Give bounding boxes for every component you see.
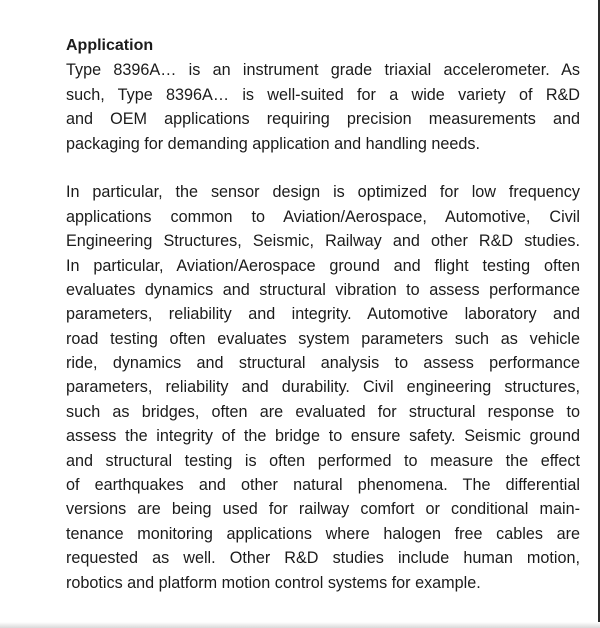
application-section bbox=[66, 34, 580, 595]
paragraph-spacer bbox=[66, 156, 580, 180]
text-line: versions are being used for railway comfort or conditional main- bbox=[66, 500, 580, 519]
text-line: requested as well. Other R&D studies include human motion, bbox=[66, 549, 580, 568]
text-line: Type 8396A… is an instrument grade triaxial accelerometer. As bbox=[66, 61, 580, 80]
text-line: such, Type 8396A… is well-suited for a wide variety of R&D bbox=[66, 85, 580, 104]
text-line: robotics and platform motion control systems for example. bbox=[66, 573, 481, 592]
text-line: In particular, the sensor design is optimized for low frequency bbox=[66, 183, 580, 202]
text-line: tenance monitoring applications where halogen free cables are bbox=[66, 524, 580, 543]
text-line: Engineering Structures, Seismic, Railway and other R&D studies. bbox=[66, 232, 580, 251]
text-line: assess the integrity of the bridge to ensure safety. Seismic ground bbox=[66, 427, 580, 446]
text-line: ride, dynamics and structural analysis to assess performance bbox=[66, 354, 580, 373]
text-line: parameters, reliability and integrity. Automotive laboratory and bbox=[66, 305, 580, 324]
text-line: parameters, reliability and durability. Civil engineering structures, bbox=[66, 378, 580, 397]
page-bottom-shadow bbox=[0, 622, 600, 628]
text-line: In particular, Aviation/Aerospace ground and flight testing often bbox=[66, 256, 580, 275]
text-line: evaluates dynamics and structural vibration to assess performance bbox=[66, 280, 580, 299]
text-line: and OEM applications requiring precision measurements and bbox=[66, 110, 580, 129]
paragraph-intro bbox=[66, 58, 580, 156]
text-line: and structural testing is often performed to measure the effect bbox=[66, 451, 580, 470]
text-line: applications common to Aviation/Aerospace, Automotive, Civil bbox=[66, 207, 580, 226]
text-line: packaging for demanding application and handling needs. bbox=[66, 134, 480, 153]
paragraph-details bbox=[66, 180, 580, 595]
text-line: of earthquakes and other natural phenomena. The differential bbox=[66, 476, 580, 495]
text-line: road testing often evaluates system parameters such as vehicle bbox=[66, 329, 580, 348]
section-heading: Application bbox=[66, 37, 154, 54]
text-line: such as bridges, often are evaluated for structural response to bbox=[66, 402, 580, 421]
